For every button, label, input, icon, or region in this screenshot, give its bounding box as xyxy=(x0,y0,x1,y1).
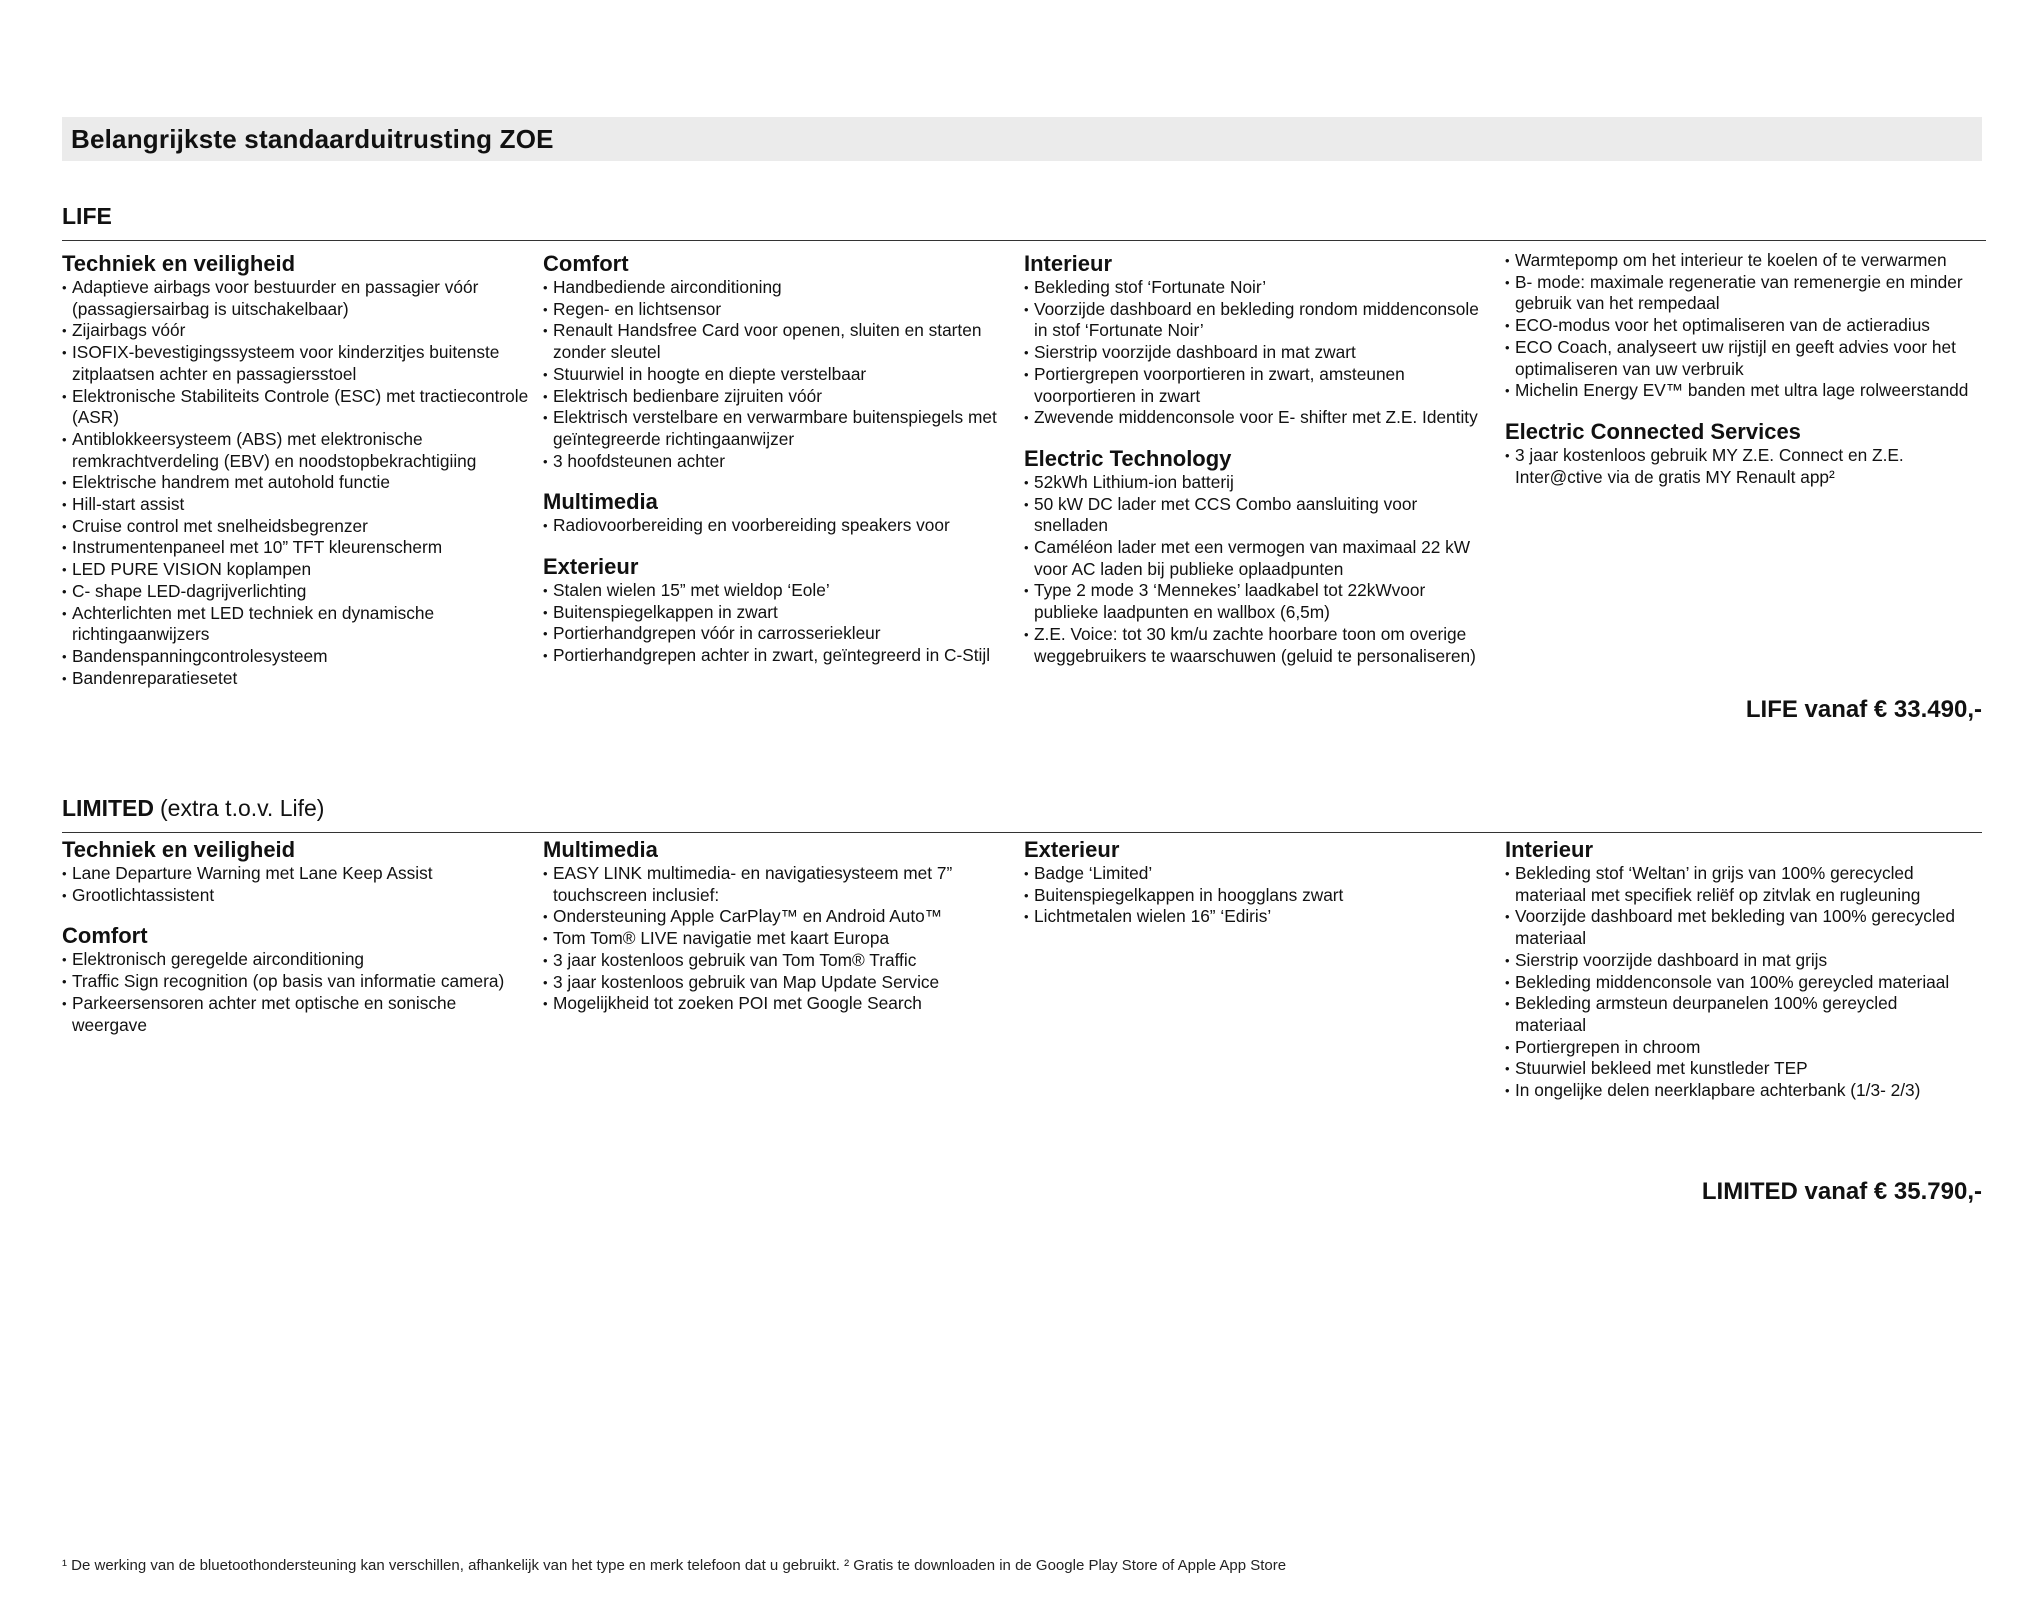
feature-group xyxy=(1505,836,1972,1102)
feature-group xyxy=(543,836,1010,1015)
feature-item: • Michelin Energy EV™ banden met ultra lage rolweerstandd xyxy=(1505,380,1972,402)
feature-group-title: Multimedia xyxy=(543,837,658,862)
feature-item: • Stalen wielen 15” met wieldop ‘Eole’ xyxy=(543,580,1010,602)
feature-group-title: Interieur xyxy=(1024,251,1113,276)
feature-list xyxy=(543,863,1010,1015)
feature-item: • 3 jaar kostenloos gebruik van Tom Tom® Traffic xyxy=(543,950,1010,972)
feature-list xyxy=(543,515,1010,537)
life-columns xyxy=(62,250,1986,705)
feature-item: • Z.E. Voice: tot 30 km/u zachte hoorbare toon om overige weggebruikers te waarschuwen (geluid te personaliseren) xyxy=(1024,624,1491,667)
feature-item: • ECO-modus voor het optimaliseren van de actieradius xyxy=(1505,315,1972,337)
feature-group xyxy=(1024,445,1491,667)
feature-group xyxy=(62,922,529,1036)
column xyxy=(543,836,1024,1118)
feature-item: • Bekleding stof ‘Fortunate Noir’ xyxy=(1024,277,1491,299)
feature-group xyxy=(543,488,1010,537)
feature-item: • Type 2 mode 3 ‘Mennekes’ laadkabel tot 22kWvoor publieke laadpunten en wallbox (6,5m) xyxy=(1024,580,1491,623)
life-price: LIFE vanaf € 33.490,- xyxy=(1745,696,1982,723)
feature-item: • Regen- en lichtsensor xyxy=(543,299,1010,321)
column xyxy=(62,836,543,1118)
feature-item: • Bekleding armsteun deurpanelen 100% gereycled materiaal xyxy=(1505,993,1972,1036)
feature-item: • Elektrisch bedienbare zijruiten vóór xyxy=(543,386,1010,408)
life-heading-text: LIFE xyxy=(62,203,112,229)
feature-list xyxy=(1024,863,1491,928)
title-bar xyxy=(62,117,1982,161)
feature-item: • Stuurwiel bekleed met kunstleder TEP xyxy=(1505,1058,1972,1080)
life-heading xyxy=(62,203,112,230)
feature-item: • Portiergrepen in chroom xyxy=(1505,1037,1972,1059)
limited-heading-text: LIMITED xyxy=(62,795,154,821)
feature-item: • 3 jaar kostenloos gebruik MY Z.E. Connect en Z.E. Inter@ctive via de gratis MY Renault app² xyxy=(1505,445,1972,488)
feature-list xyxy=(1024,472,1491,667)
feature-item: • Voorzijde dashboard met bekleding van 100% gerecycled materiaal xyxy=(1505,906,1972,949)
feature-group-title: Interieur xyxy=(1505,837,1594,862)
feature-item: • ISOFIX-bevestigingssysteem voor kinderzitjes buitenste zitplaatsen achter en passagiersstoel xyxy=(62,342,529,385)
column xyxy=(1505,836,1986,1118)
feature-item: • Bandenspanningcontrolesysteem xyxy=(62,646,529,668)
feature-item: • ECO Coach, analyseert uw rijstijl en geeft advies voor het optimaliseren van uw verbruik xyxy=(1505,337,1972,380)
feature-item: • Cruise control met snelheidsbegrenzer xyxy=(62,516,529,538)
feature-list xyxy=(1505,250,1972,402)
column xyxy=(62,250,543,705)
feature-group-title: Electric Connected Services xyxy=(1505,418,1801,444)
feature-item: • Badge ‘Limited’ xyxy=(1024,863,1491,885)
feature-list xyxy=(543,277,1010,472)
feature-group-title: Electric Technology xyxy=(1024,445,1232,471)
feature-item: • Elektronische Stabiliteits Controle (ESC) met tractiecontrole (ASR) xyxy=(62,386,529,429)
feature-item: • Handbediende airconditioning xyxy=(543,277,1010,299)
feature-group xyxy=(1024,250,1491,429)
feature-group xyxy=(62,250,529,689)
feature-list xyxy=(62,863,529,906)
limited-subheading: (extra t.o.v. Life) xyxy=(160,795,325,821)
feature-item: • Caméléon lader met een vermogen van maximaal 22 kW voor AC laden bij publieke oplaadpunten xyxy=(1024,537,1491,580)
feature-group xyxy=(1024,836,1491,928)
feature-group-title: Exterieur xyxy=(1024,837,1120,862)
limited-divider xyxy=(62,832,1982,833)
feature-group-title: Comfort xyxy=(62,923,148,949)
feature-item: • Lichtmetalen wielen 16” ‘Ediris’ xyxy=(1024,906,1491,928)
feature-item: • Bekleding middenconsole van 100% gereycled materiaal xyxy=(1505,972,1972,994)
feature-group xyxy=(543,250,1010,472)
feature-item: • Stuurwiel in hoogte en diepte verstelbaar xyxy=(543,364,1010,386)
column xyxy=(1505,250,1986,705)
feature-item: • In ongelijke delen neerklapbare achterbank (1/3- 2/3) xyxy=(1505,1080,1972,1102)
feature-item: • Instrumentenpaneel met 10” TFT kleurenscherm xyxy=(62,537,529,559)
feature-item: • Hill-start assist xyxy=(62,494,529,516)
feature-list xyxy=(1505,863,1972,1102)
feature-list xyxy=(1024,277,1491,429)
feature-group-title: Multimedia xyxy=(543,489,658,515)
feature-item: • Portierhandgrepen vóór in carrosseriekleur xyxy=(543,623,1010,645)
feature-item: • Buitenspiegelkappen in hoogglans zwart xyxy=(1024,885,1491,907)
feature-item: • Warmtepomp om het interieur te koelen of te verwarmen xyxy=(1505,250,1972,272)
feature-list xyxy=(1505,445,1972,488)
feature-group xyxy=(1505,418,1972,488)
feature-group xyxy=(62,836,529,906)
feature-group xyxy=(543,553,1010,667)
life-divider xyxy=(62,240,1986,241)
feature-item: • Lane Departure Warning met Lane Keep Assist xyxy=(62,863,529,885)
feature-item: • 3 hoofdsteunen achter xyxy=(543,451,1010,473)
feature-item: • Grootlichtassistent xyxy=(62,885,529,907)
feature-item: • LED PURE VISION koplampen xyxy=(62,559,529,581)
feature-item: • Ondersteuning Apple CarPlay™ en Android Auto™ xyxy=(543,906,1010,928)
feature-item: • B- mode: maximale regeneratie van remenergie en minder gebruik van het rempedaal xyxy=(1505,272,1972,315)
feature-item: • Buitenspiegelkappen in zwart xyxy=(543,602,1010,624)
feature-group-title: Techniek en veiligheid xyxy=(62,251,296,276)
feature-group xyxy=(1505,250,1972,402)
feature-item: • Traffic Sign recognition (op basis van informatie camera) xyxy=(62,971,529,993)
feature-item: • Sierstrip voorzijde dashboard in mat zwart xyxy=(1024,342,1491,364)
feature-item: • Zwevende middenconsole voor E- shifter met Z.E. Identity xyxy=(1024,407,1491,429)
limited-price: LIMITED vanaf € 35.790,- xyxy=(1701,1178,1982,1205)
feature-list xyxy=(543,580,1010,667)
feature-item: • Tom Tom® LIVE navigatie met kaart Europa xyxy=(543,928,1010,950)
feature-item: • Elektrisch verstelbare en verwarmbare buitenspiegels met geïntegreerde richtingaanwijzer xyxy=(543,407,1010,450)
footnote: ¹ De werking van de bluetoothondersteuning kan verschillen, afhankelijk van het type en merk telefoon dat u gebruikt. ² Gratis te downloaden in de Google Play Store of Apple App Store xyxy=(62,1557,1287,1574)
feature-item: • Parkeersensoren achter met optische en sonische weergave xyxy=(62,993,529,1036)
column xyxy=(543,250,1024,705)
feature-item: • Renault Handsfree Card voor openen, sluiten en starten zonder sleutel xyxy=(543,320,1010,363)
feature-item: • C- shape LED-dagrijverlichting xyxy=(62,581,529,603)
limited-heading xyxy=(62,795,324,822)
column xyxy=(1024,836,1505,1118)
feature-item: • 52kWh Lithium-ion batterij xyxy=(1024,472,1491,494)
feature-group-title: Exterieur xyxy=(543,554,639,580)
feature-item: • Antiblokkeersysteem (ABS) met elektronische remkrachtverdeling (EBV) en noodstopbekrachtigiing xyxy=(62,429,529,472)
feature-item: • Radiovoorbereiding en voorbereiding speakers voor xyxy=(543,515,1010,537)
feature-item: • 50 kW DC lader met CCS Combo aansluiting voor snelladen xyxy=(1024,494,1491,537)
feature-item: • 3 jaar kostenloos gebruik van Map Update Service xyxy=(543,972,1010,994)
feature-item: • Bekleding stof ‘Weltan’ in grijs van 100% gerecycled materiaal met specifiek reliëf op zitvlak en rugleuning xyxy=(1505,863,1972,906)
limited-columns xyxy=(62,836,1986,1118)
feature-item: • EASY LINK multimedia- en navigatiesysteem met 7” touchscreen inclusief: xyxy=(543,863,1010,906)
feature-item: • Bandenreparatiesetet xyxy=(62,668,529,690)
feature-item: • Elektronisch geregelde airconditioning xyxy=(62,949,529,971)
feature-item: • Portiergrepen voorportieren in zwart, amsteunen voorportieren in zwart xyxy=(1024,364,1491,407)
feature-item: • Achterlichten met LED techniek en dynamische richtingaanwijzers xyxy=(62,603,529,646)
column xyxy=(1024,250,1505,705)
feature-group-title: Comfort xyxy=(543,251,629,276)
feature-item: • Elektrische handrem met autohold functie xyxy=(62,472,529,494)
feature-item: • Mogelijkheid tot zoeken POI met Google Search xyxy=(543,993,1010,1015)
feature-item: • Voorzijde dashboard en bekleding rondom middenconsole in stof ‘Fortunate Noir’ xyxy=(1024,299,1491,342)
page-title: Belangrijkste standaarduitrusting ZOE xyxy=(71,123,554,154)
feature-list xyxy=(62,949,529,1036)
feature-item: • Zijairbags vóór xyxy=(62,320,529,342)
feature-group-title: Techniek en veiligheid xyxy=(62,837,296,862)
feature-item: • Portierhandgrepen achter in zwart, geïntegreerd in C-Stijl xyxy=(543,645,1010,667)
feature-item: • Sierstrip voorzijde dashboard in mat grijs xyxy=(1505,950,1972,972)
feature-list xyxy=(62,277,529,689)
feature-item: • Adaptieve airbags voor bestuurder en passagier vóór (passagiersairbag is uitschakelbaar) xyxy=(62,277,529,320)
